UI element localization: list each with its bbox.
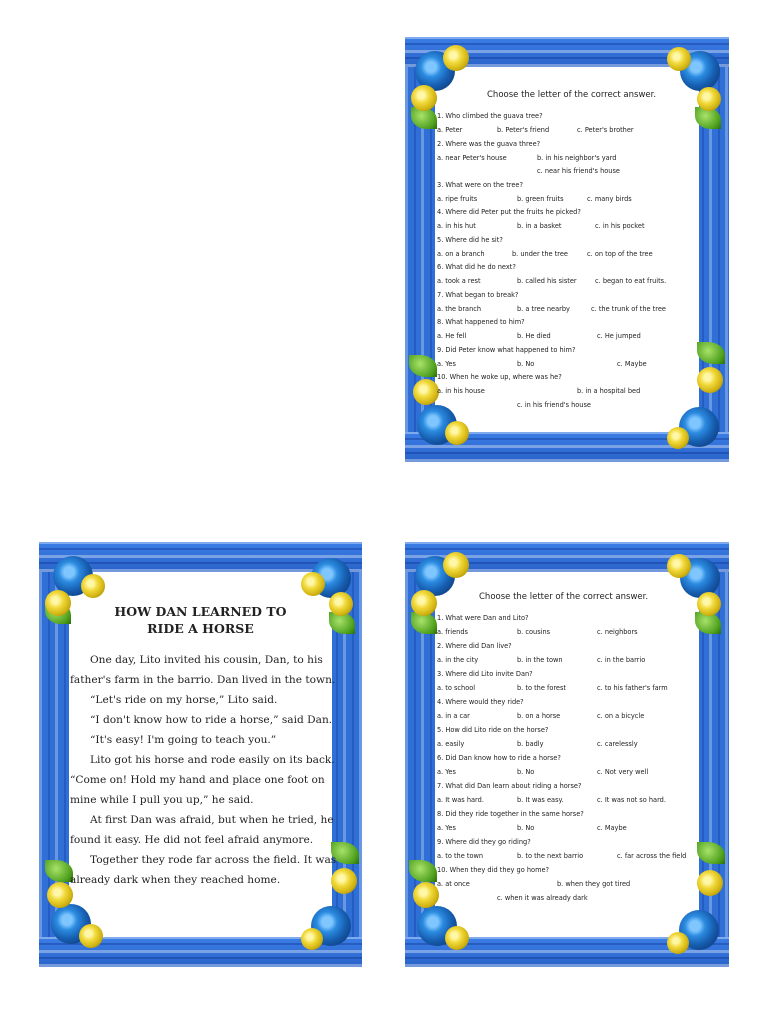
story-line: already dark when they reached home. bbox=[70, 874, 281, 886]
question: 4. Where would they ride? bbox=[437, 698, 524, 706]
story-title-line-1: HOW DAN LEARNED TO bbox=[114, 604, 287, 619]
answer-choice: b. in the town bbox=[517, 656, 563, 664]
answer-choice: b. a tree nearby bbox=[517, 305, 570, 313]
answer-choice: a. in a car bbox=[437, 712, 470, 720]
answer-choice: b. cousins bbox=[517, 628, 551, 636]
story-line: “Come on! Hold my hand and place one foot on bbox=[70, 774, 325, 786]
answer-choice: c. Maybe bbox=[597, 824, 627, 832]
answer-choice: c. far across the field bbox=[617, 852, 687, 860]
answer-choice: b. to the forest bbox=[517, 684, 567, 692]
answer-choice: a. friends bbox=[437, 628, 468, 636]
answer-choice: a. in his hut bbox=[437, 222, 476, 230]
answer-choice: c. the trunk of the tree bbox=[591, 305, 666, 313]
leaf-decoration bbox=[697, 842, 725, 864]
answer-choice: c. near his friend's house bbox=[537, 167, 620, 175]
question: 7. What began to break? bbox=[437, 291, 519, 299]
yellow-rose-icon bbox=[443, 45, 469, 71]
question: 8. Did they ride together in the same horse? bbox=[437, 810, 584, 818]
answer-choice: a. Yes bbox=[437, 768, 456, 776]
question: 1. Who climbed the guava tree? bbox=[437, 112, 543, 120]
answer-choice: a. to the town bbox=[437, 852, 484, 860]
answer-choice: a. the branch bbox=[437, 305, 482, 313]
yellow-rose-icon bbox=[443, 552, 469, 578]
question: 6. What did he do next? bbox=[437, 263, 516, 271]
leaf-decoration bbox=[409, 355, 437, 377]
answer-choice: c. neighbors bbox=[597, 628, 638, 636]
yellow-rose-icon bbox=[697, 367, 723, 393]
answer-choice: a. easily bbox=[437, 740, 465, 748]
story-card bbox=[39, 542, 362, 967]
answer-choice: b. No bbox=[517, 768, 535, 776]
answer-choice: b. on a horse bbox=[517, 712, 561, 720]
quiz-card-peter bbox=[405, 37, 729, 462]
answer-choice: a. on a branch bbox=[437, 250, 485, 258]
yellow-rose-icon bbox=[445, 421, 469, 445]
answer-choice: b. It was easy. bbox=[517, 796, 564, 804]
answer-choice: b. to the next barrio bbox=[517, 852, 584, 860]
yellow-rose-icon bbox=[411, 590, 437, 616]
question: 1. What were Dan and Lito? bbox=[437, 614, 529, 622]
question: 3. What were on the tree? bbox=[437, 181, 523, 189]
answer-choice: b. under the tree bbox=[512, 250, 568, 258]
quiz-instruction: Choose the letter of the correct answer. bbox=[479, 592, 649, 602]
answer-choice: c. in his pocket bbox=[595, 222, 645, 230]
answer-choice: a. to school bbox=[437, 684, 476, 692]
answer-choice: a. took a rest bbox=[437, 277, 481, 285]
answer-choice: c. many birds bbox=[587, 195, 632, 203]
answer-choice: b. in a hospital bed bbox=[577, 387, 641, 395]
question: 10. When they did they go home? bbox=[437, 866, 550, 874]
answer-choice: b. called his sister bbox=[517, 277, 577, 285]
answer-choice: a. ripe fruits bbox=[437, 195, 478, 203]
answer-choice: b. in his neighbor's yard bbox=[537, 154, 617, 162]
question: 5. Where did he sit? bbox=[437, 236, 503, 244]
answer-choice: c. carelessly bbox=[597, 740, 638, 748]
answer-choice: a. near Peter's house bbox=[437, 154, 507, 162]
yellow-rose-icon bbox=[413, 882, 439, 908]
answer-choice: a. Yes bbox=[437, 360, 456, 368]
answer-choice: c. in the barrio bbox=[597, 656, 646, 664]
story-title-line-2: RIDE A HORSE bbox=[147, 621, 254, 636]
answer-choice: b. badly bbox=[517, 740, 544, 748]
yellow-rose-icon bbox=[301, 928, 323, 950]
answer-choice: c. It was not so hard. bbox=[597, 796, 666, 804]
answer-choice: b. when they got tired bbox=[557, 880, 631, 888]
story-line: father's farm in the barrio. Dan lived in the town. bbox=[70, 674, 336, 686]
story-line: One day, Lito invited his cousin, Dan, to his bbox=[90, 654, 323, 666]
answer-choice: c. on a bicycle bbox=[597, 712, 645, 720]
story-line: At first Dan was afraid, but when he tried, he bbox=[90, 814, 334, 826]
story-line: mine while I pull you up,” he said. bbox=[70, 794, 254, 806]
answer-choice: c. He jumped bbox=[597, 332, 641, 340]
answer-choice: c. began to eat fruits. bbox=[595, 277, 667, 285]
question: 10. When he woke up, where was he? bbox=[437, 373, 562, 381]
question: 7. What did Dan learn about riding a horse? bbox=[437, 782, 582, 790]
yellow-rose-icon bbox=[81, 574, 105, 598]
story-line: Together they rode far across the field. It was bbox=[90, 854, 337, 866]
yellow-rose-icon bbox=[411, 85, 437, 111]
answer-choice: b. in a basket bbox=[517, 222, 562, 230]
story-line: “It's easy! I'm going to teach you.” bbox=[90, 734, 277, 746]
yellow-rose-icon bbox=[445, 926, 469, 950]
answer-choice: a. Yes bbox=[437, 824, 456, 832]
story-line: “Let's ride on my horse,” Lito said. bbox=[90, 694, 278, 706]
answer-choice: a. in his house bbox=[437, 387, 485, 395]
yellow-rose-icon bbox=[667, 47, 691, 71]
question: 3. Where did Lito invite Dan? bbox=[437, 670, 533, 678]
quiz-instruction: Choose the letter of the correct answer. bbox=[487, 90, 657, 100]
story-line: found it easy. He did not feel afraid anymore. bbox=[70, 834, 314, 846]
answer-choice: a. Peter bbox=[437, 126, 463, 134]
question: 8. What happened to him? bbox=[437, 318, 525, 326]
answer-choice: b. No bbox=[517, 824, 535, 832]
question: 9. Where did they go riding? bbox=[437, 838, 531, 846]
yellow-rose-icon bbox=[667, 427, 689, 449]
answer-choice: b. Peter's friend bbox=[497, 126, 550, 134]
story-line: “I don't know how to ride a horse,” said Dan. bbox=[90, 714, 333, 726]
yellow-rose-icon bbox=[301, 572, 325, 596]
story-line: Lito got his horse and rode easily on its back. bbox=[90, 754, 335, 766]
answer-choice: b. He died bbox=[517, 332, 551, 340]
yellow-rose-icon bbox=[331, 868, 357, 894]
question: 2. Where did Dan live? bbox=[437, 642, 512, 650]
question: 4. Where did Peter put the fruits he picked? bbox=[437, 208, 581, 216]
answer-choice: a. It was hard. bbox=[437, 796, 484, 804]
question: 2. Where was the guava three? bbox=[437, 140, 541, 148]
answer-choice: a. He fell bbox=[437, 332, 467, 340]
question: 5. How did Lito ride on the horse? bbox=[437, 726, 549, 734]
yellow-rose-icon bbox=[79, 924, 103, 948]
answer-choice: b. No bbox=[517, 360, 535, 368]
question: 6. Did Dan know how to ride a horse? bbox=[437, 754, 561, 762]
answer-choice: c. when it was already dark bbox=[497, 894, 588, 902]
yellow-rose-icon bbox=[413, 379, 439, 405]
answer-choice: a. in the city bbox=[437, 656, 479, 664]
answer-choice: b. green fruits bbox=[517, 195, 564, 203]
leaf-decoration bbox=[697, 342, 725, 364]
answer-choice: c. in his friend's house bbox=[517, 401, 591, 409]
answer-choice: c. Peter's brother bbox=[577, 126, 634, 134]
answer-choice: c. on top of the tree bbox=[587, 250, 653, 258]
answer-choice: c. Not very well bbox=[597, 768, 649, 776]
question: 9. Did Peter know what happened to him? bbox=[437, 346, 576, 354]
answer-choice: a. at once bbox=[437, 880, 470, 888]
answer-choice: c. Maybe bbox=[617, 360, 647, 368]
yellow-rose-icon bbox=[697, 87, 721, 111]
answer-choice: c. to his father's farm bbox=[597, 684, 668, 692]
yellow-rose-icon bbox=[667, 932, 689, 954]
quiz-card-dan bbox=[405, 542, 729, 967]
yellow-rose-icon bbox=[697, 870, 723, 896]
leaf-decoration bbox=[409, 860, 437, 882]
yellow-rose-icon bbox=[697, 592, 721, 616]
yellow-rose-icon bbox=[667, 554, 691, 578]
